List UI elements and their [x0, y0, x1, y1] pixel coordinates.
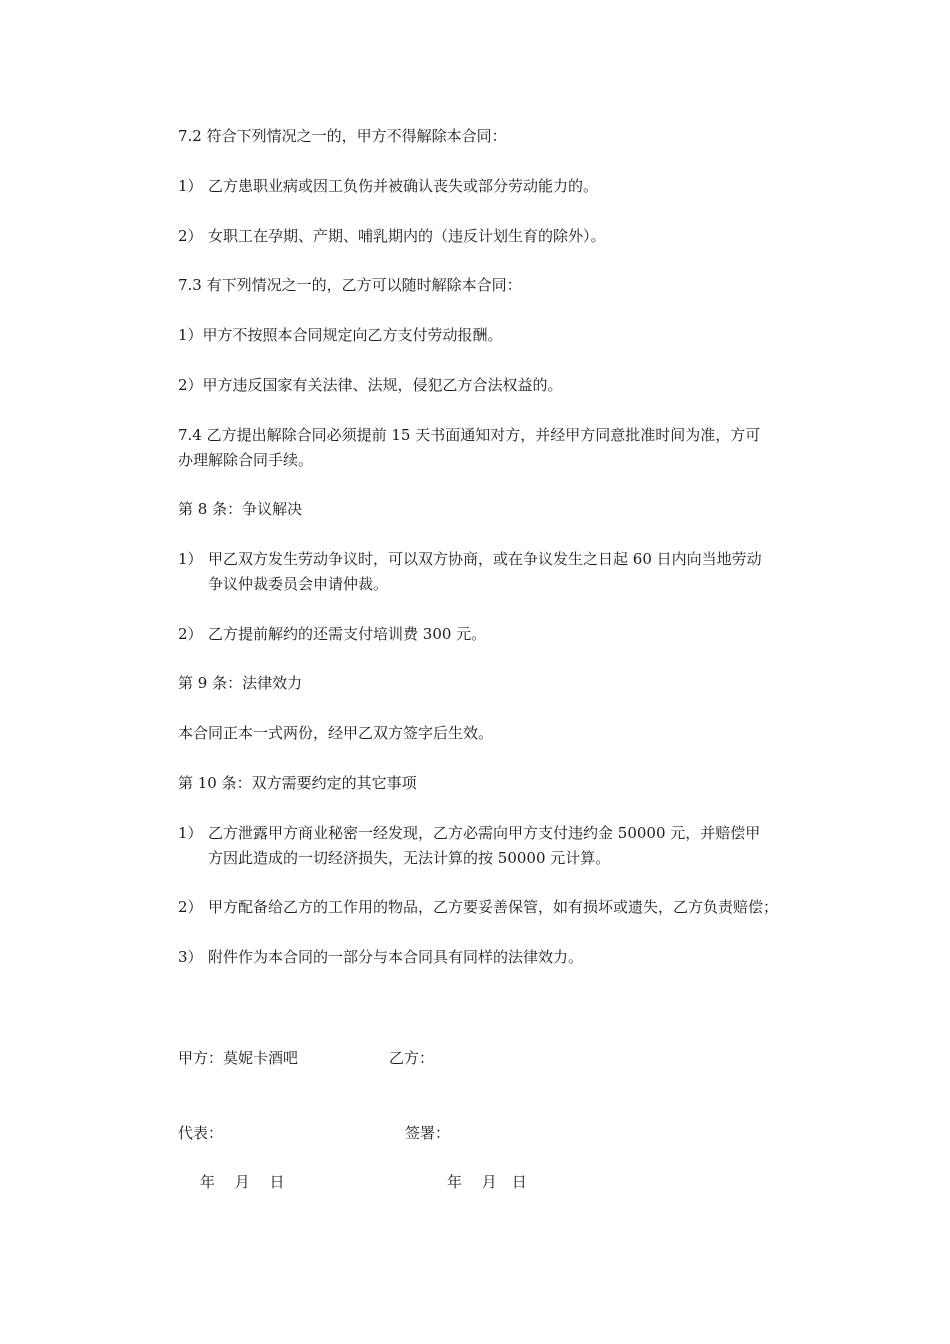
date-right: 年 月 日 [447, 1173, 527, 1191]
representative-label: 代表： [178, 1124, 224, 1142]
article-10-item-2: 2） 甲方配备给乙方的工作用的物品，乙方要妥善保管，如有损坏或遗失，乙方负责赔偿； [178, 898, 779, 916]
date-left: 年 月 日 [200, 1173, 285, 1191]
article-10-heading: 第 10 条：双方需要约定的其它事项 [178, 774, 417, 792]
article-10-item-3: 3） 附件作为本合同的一部分与本合同具有同样的法律效力。 [178, 948, 584, 966]
article-8-item-1-line-2: 争议仲裁委员会申请仲裁。 [208, 575, 389, 593]
article-9-heading: 第 9 条：法律效力 [178, 674, 303, 692]
clause-7-4-line-2: 办理解除合同手续。 [178, 451, 314, 469]
article-8-item-2: 2） 乙方提前解约的还需支付培训费 300 元。 [178, 625, 487, 643]
article-8-item-1-line-1: 1） 甲乙双方发生劳动争议时，可以双方协商，或在争议发生之日起 60 日内向当地劳动 [178, 550, 762, 568]
clause-7-4-line-1: 7.4 乙方提出解除合同必须提前 15 天书面通知对方，并经甲方同意批准时间为准，方可 [178, 426, 761, 444]
article-10-item-1-line-1: 1） 乙方泄露甲方商业秘密一经发现，乙方必需向甲方支付违约金 50000 元，并赔偿甲 [178, 824, 761, 842]
clause-7-3-item-2: 2）甲方违反国家有关法律、法规，侵犯乙方合法权益的。 [178, 376, 563, 394]
party-b-label: 乙方： [389, 1049, 435, 1067]
clause-7-2-heading: 7.2 符合下列情况之一的，甲方不得解除本合同： [178, 127, 507, 145]
signature-label: 签署： [405, 1124, 451, 1142]
article-10-item-1-line-2: 方因此造成的一切经济损失，无法计算的按 50000 元计算。 [208, 849, 611, 867]
article-8-heading: 第 8 条：争议解决 [178, 500, 303, 518]
clause-7-2-item-2: 2） 女职工在孕期、产期、哺乳期内的（违反计划生育的除外）。 [178, 227, 606, 245]
party-a-label: 甲方：莫妮卡酒吧 [178, 1049, 299, 1067]
clause-7-3-item-1: 1）甲方不按照本合同规定向乙方支付劳动报酬。 [178, 326, 503, 344]
clause-7-3-heading: 7.3 有下列情况之一的，乙方可以随时解除本合同： [178, 276, 522, 294]
clause-7-2-item-1: 1） 乙方患职业病或因工负伤并被确认丧失或部分劳动能力的。 [178, 177, 599, 195]
article-9-body: 本合同正本一式两份，经甲乙双方签字后生效。 [178, 724, 494, 742]
